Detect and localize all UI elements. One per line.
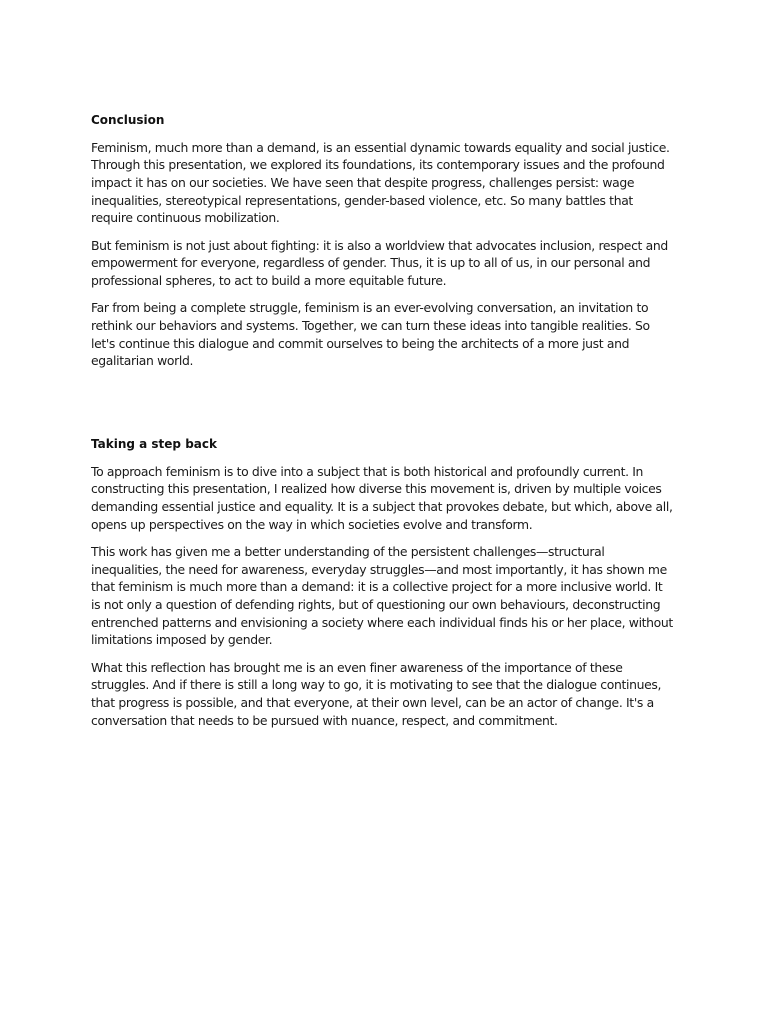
paragraph: To approach feminism is to dive into a subject that is both historical and profoundly current. In constructing this presentation, I realized how diverse this movement is, driven by multiple voices demanding essential justice and equality. It is a subject that provokes debate, but which, above all, opens up perspectives on the way in which societies evolve and transform. bbox=[91, 463, 673, 532]
paragraph: Far from being a complete struggle, feminism is an ever-evolving conversation, an invitation to rethink our behaviors and systems. Together, we can turn these ideas into tangible realities. So let's continue this dialogue and commit ourselves to being the architects of a more just and egalitarian world. bbox=[91, 300, 650, 369]
taking-a-step-back-section bbox=[91, 436, 675, 739]
paragraph: But feminism is not just about fighting: it is also a worldview that advocates inclusion, respect and empowerment for everyone, regardless of gender. Thus, it is up to all of us, in our personal and professional spheres, to act to build a more equitable future. bbox=[91, 237, 668, 289]
conclusion-section bbox=[91, 112, 675, 380]
section-heading-taking-a-step-back: Taking a step back bbox=[91, 437, 217, 451]
paragraph: This work has given me a better understanding of the persistent challenges—structural inequalities, the need for awareness, everyday struggles—and most importantly, it has shown me that feminism is much more than a demand: it is a collective project for a more inclusive world. It is not only a question of defending rights, but of questioning our own behaviours, deconstructing entrenched patterns and envisioning a society where each individual finds his or her place, without limitations imposed by gender. bbox=[91, 543, 673, 648]
section-heading-conclusion: Conclusion bbox=[91, 113, 165, 127]
paragraph: What this reflection has brought me is an even finer awareness of the importance of these struggles. And if there is still a long way to go, it is motivating to see that the dialogue continues, that progress is possible, and that everyone, at their own level, can be an actor of change. It's a conversation that needs to be pursued with nuance, respect, and commitment. bbox=[91, 659, 662, 728]
paragraph: Feminism, much more than a demand, is an essential dynamic towards equality and social justice. Through this presentation, we explored its foundations, its contemporary issues and the profound impact it has on our societies. We have seen that despite progress, challenges persist: wage inequalities, stereotypical representations, gender-based violence, etc. So many battles that require continuous mobilization. bbox=[91, 139, 670, 226]
